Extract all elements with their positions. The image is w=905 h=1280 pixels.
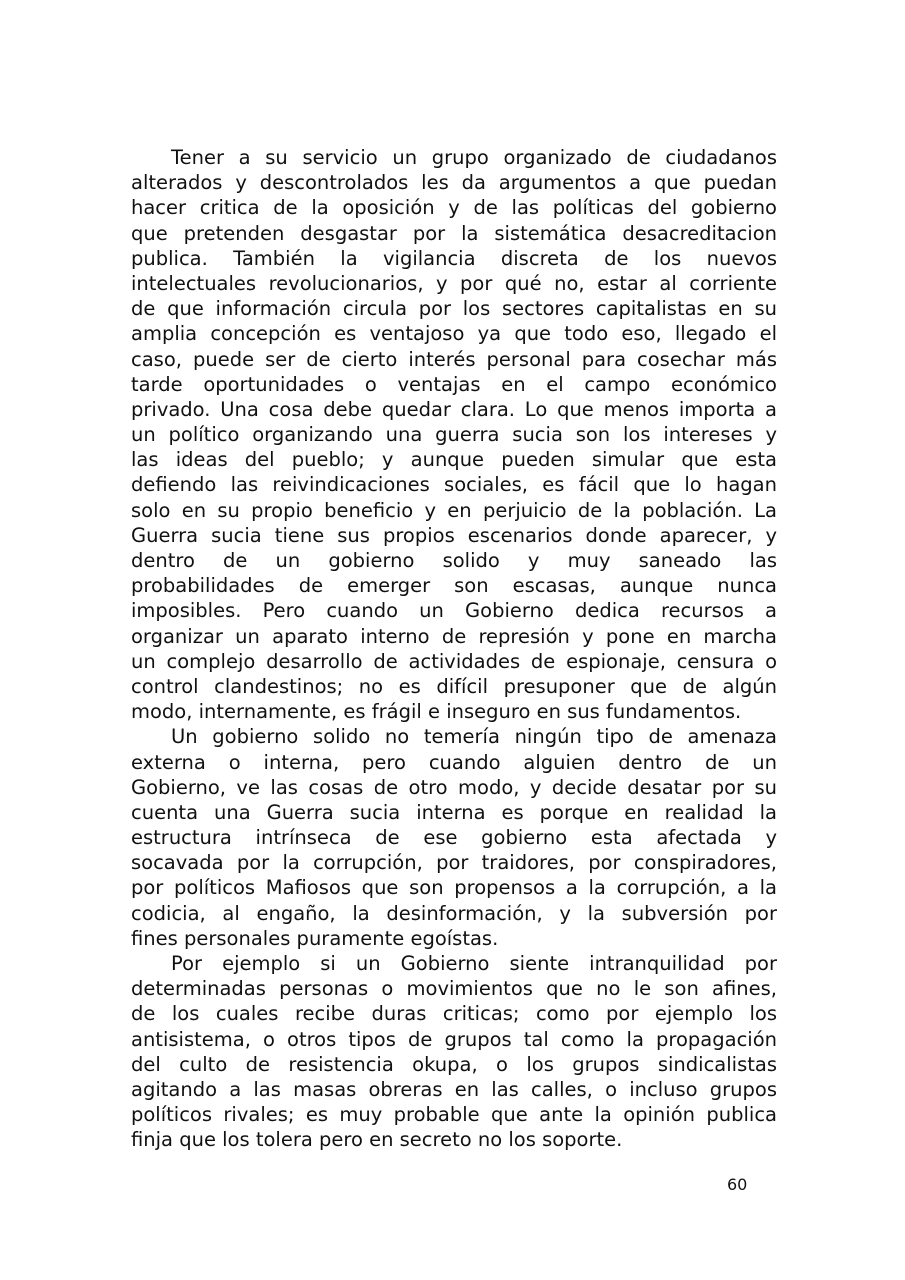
paragraph: [131, 724, 777, 951]
text-line: fines personales puramente egoístas.: [131, 926, 499, 950]
text-line: hacer critica de la oposición y de las políticas del gobierno: [131, 196, 777, 220]
text-line: Un gobierno solido no temería ningún tipo de amenaza: [171, 725, 777, 749]
text-line: publica. También la vigilancia discreta de los nuevos: [131, 246, 777, 270]
text-line: políticos rivales; es muy probable que ante la opinión publica: [131, 1103, 777, 1127]
text-line: finja que los tolera pero en secreto no los soporte.: [131, 1128, 623, 1152]
text-line: control clandestinos; no es difícil presuponer que de algún: [131, 674, 777, 698]
paragraph: [131, 145, 777, 724]
text-line: intelectuales revolucionarios, y por qué no, estar al corriente: [131, 271, 777, 295]
text-line: probabilidades de emerger son escasas, aunque nunca: [131, 574, 777, 598]
text-line: tarde oportunidades o ventajas en el campo económico: [131, 372, 777, 396]
text-line: defiendo las reivindicaciones sociales, es fácil que lo hagan: [131, 473, 777, 497]
text-line: alterados y descontrolados les da argumentos a que puedan: [131, 171, 777, 195]
text-line: las ideas del pueblo; y aunque pueden simular que esta: [131, 448, 777, 472]
text-line: privado. Una cosa debe quedar clara. Lo que menos importa a: [131, 397, 777, 421]
text-line: de que información circula por los sectores capitalistas en su: [131, 297, 777, 321]
text-line: que pretenden desgastar por la sistemática desacreditacion: [131, 221, 777, 245]
text-line: dentro de un gobierno solido y muy saneado las: [131, 549, 777, 572]
text-line: del culto de resistencia okupa, o los grupos sindicalistas: [131, 1052, 777, 1076]
text-line: un político organizando una guerra sucia son los intereses y: [131, 423, 777, 447]
text-line: Por ejemplo si un Gobierno siente intranquilidad por: [171, 952, 777, 975]
text-line: Guerra sucia tiene sus propios escenarios donde aparecer, y: [131, 523, 777, 547]
text-line: por políticos Mafiosos que son propensos a la corrupción, a la: [131, 876, 777, 900]
text-line: antisistema, o otros tipos de grupos tal como la propagación: [131, 1027, 777, 1051]
page-number: 60: [727, 1175, 748, 1194]
text-line: solo en su propio beneficio y en perjuicio de la población. La: [131, 498, 777, 522]
text-line: agitando a las masas obreras en las calles, o incluso grupos: [131, 1077, 777, 1101]
text-line: Tener a su servicio un grupo organizado de ciudadanos: [171, 146, 777, 169]
text-line: determinadas personas o movimientos que no le son afines,: [131, 977, 777, 1001]
text-line: Gobierno, ve las cosas de otro modo, y decide desatar por su: [131, 775, 777, 799]
text-line: imposibles. Pero cuando un Gobierno dedica recursos a: [131, 599, 777, 623]
text-line: caso, puede ser de cierto interés personal para cosechar más: [131, 347, 777, 371]
text-line: modo, internamente, es frágil e inseguro en sus fundamentos.: [131, 700, 742, 724]
text-line: externa o interna, pero cuando alguien dentro de un: [131, 750, 777, 774]
text-line: estructura intrínseca de ese gobierno esta afectada y: [131, 826, 777, 850]
text-line: amplia concepción es ventajoso ya que todo eso, llegado el: [131, 322, 777, 346]
body-text: [131, 145, 777, 1153]
text-line: organizar un aparato interno de represión y pone en marcha: [131, 624, 777, 648]
text-line: de los cuales recibe duras criticas; como por ejemplo los: [131, 1002, 777, 1026]
text-line: cuenta una Guerra sucia interna es porque en realidad la: [131, 800, 777, 824]
text-line: un complejo desarrollo de actividades de espionaje, censura o: [131, 649, 777, 673]
paragraph: [131, 951, 777, 1153]
text-line: codicia, al engaño, la desinformación, y la subversión por: [131, 901, 777, 925]
text-line: socavada por la corrupción, por traidores, por conspiradores,: [131, 851, 777, 875]
